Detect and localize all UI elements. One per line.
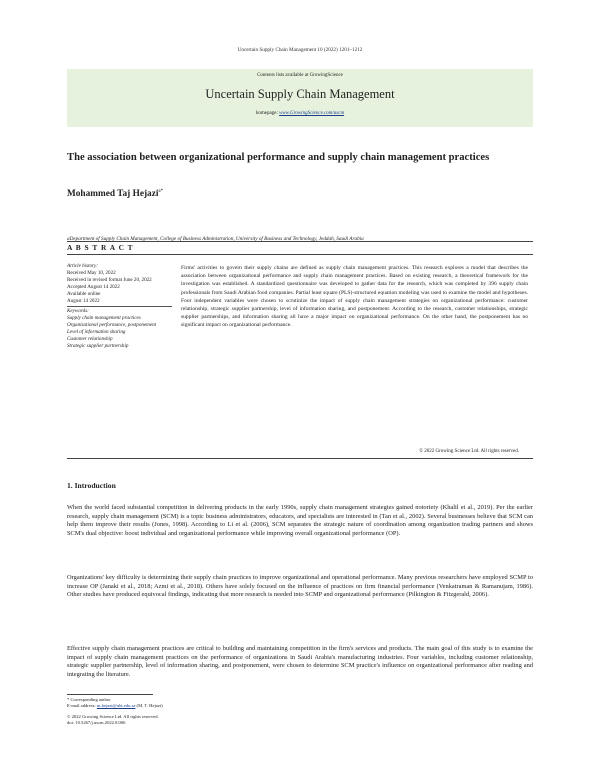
author-mark: a* [158, 189, 164, 194]
homepage-link[interactable]: www.GrowingScience.com/uscm [279, 111, 345, 116]
keyword: Customer relationship [67, 335, 113, 342]
footnote-corresponding: * Corresponding author [67, 697, 111, 702]
keyword: Strategic supplier partnership [67, 343, 129, 350]
keyword: Level of information sharing [67, 328, 126, 335]
paragraph: Organizations' key difficulty is determining their supply chain practices to improve organizational and operational performance. Many previous researchers have employed SCMP to increase OP (Janaki et al., 2018; Azmi et al., 2018). Others have solely focused on the influence of practices on firm financial performance (Venkatraman & Ramanujam, 1986). Other studies have produced equivocal findings, indicating that more research is needed into SCMP and organizational performance (Pilkington & Fitzgerald, 2006). [67, 574, 533, 599]
contents-line: Contents lists available at GrowingScience [257, 73, 343, 78]
footnote-copyright: © 2022 Growing Science Ltd. All rights reserved. [67, 714, 159, 719]
journal-banner [67, 69, 533, 127]
journal-title: Uncertain Supply Chain Management [205, 87, 395, 101]
footnote-divider [67, 694, 153, 695]
paragraph: When the world faced substantial competition in delivering products in the early 1990s, supply chain management strategies gained notoriety (Khalil et al., 2019). Per the earlier research, supply chain management (SCM) is a topic business administrators, educators, and specialists are interested in (Tan et al., 2002). Several businesses believe that SCM can help them improve their results (Jones, 1998). According to Li et al. (2006), SCM separates the strategic nature of coordination among organization trading partners and shows SCM's dual objective: boost individual and organizational performance while improving overall organizational performance (OP). [67, 504, 533, 537]
article-title: The association between organizational performance and supply chain management practices [67, 152, 490, 163]
history-label: Article history: [67, 263, 98, 269]
paragraph: Effective supply chain management practices are critical to building and maintaining competition in the firm's services and products. The main goal of this study is to examine the impact of supply chain management practices on the performance of organizations in Saudi Arabia's manufacturing industries. Four variables, including customer relationship, strategic supplier partnership, level of information sharing, and postponement, were chosen to determine SCM practice's influence on organizational performance after reading and integrating the literature. [67, 645, 533, 678]
divider [67, 241, 533, 242]
footnote-doi: doi: 10.5267/j.uscm.2022.8.006 [67, 720, 126, 725]
footnote-email [67, 703, 163, 709]
author-name: Mohammed Taj Hejazi [67, 189, 159, 200]
homepage-line [67, 111, 533, 116]
history-item: Accepted August 14 2022 [67, 284, 120, 291]
affiliation: aDepartment of Supply Chain Management, College of Business Administration, University of Business and Technology, Jeddah, Saudi Arabia [67, 236, 364, 242]
divider [67, 458, 533, 459]
history-item: Available online [67, 291, 101, 298]
email-label: E-mail address: [67, 703, 97, 708]
abstract-text: Firms' activities to govern their supply chains are defined as supply chain management practices. This research explores a model that describes the association between organizational performance and supply chain management practices. Based on existing research, a theoretical framework for the investigation was established. A standardized questionnaire was developed to gather data for the research, which was completed by 396 supply chain professionals from Saudi Arabian food companies. Partial least square (PLS)-structured equation modeling was used to examine the model and hypotheses. Four independent variables were chosen to scrutinize the impact of supply chain management strategies on organizational performance: customer relationship, strategic supplier partnership, level of information sharing, and postponement. According to the research, customer relationships, strategic supplier partnerships, and information sharing all have a major impact on organizational performance. On the other hand, the postponement has no significant impact on organizational performance. [181, 265, 528, 329]
article-info [67, 263, 172, 350]
author-line [67, 189, 163, 199]
abstract-heading: A B S T R A C T [67, 243, 134, 252]
history-item: Received May 10, 2022 [67, 270, 116, 277]
keyword: Organizational performance, postponement [67, 321, 157, 328]
abstract-copyright: © 2022 Growing Science Ltd. All rights reserved. [419, 449, 519, 454]
keyword: Supply chain management practices [67, 314, 141, 321]
email-link[interactable]: m.hejazi@ubt.edu.sa [96, 703, 136, 708]
keywords-label: Keywords: [67, 307, 89, 314]
running-head: Uncertain Supply Chain Management 10 (2022) 1201–1212 [237, 47, 363, 53]
divider [67, 254, 533, 255]
history-item: August 14 2022 [67, 298, 100, 305]
section-heading: 1. Introduction [67, 481, 116, 490]
email-suffix: (M. T. Hejazi) [135, 703, 163, 708]
homepage-label: homepage: [255, 111, 280, 116]
history-item: Received in revised format June 20, 2022 [67, 277, 152, 284]
